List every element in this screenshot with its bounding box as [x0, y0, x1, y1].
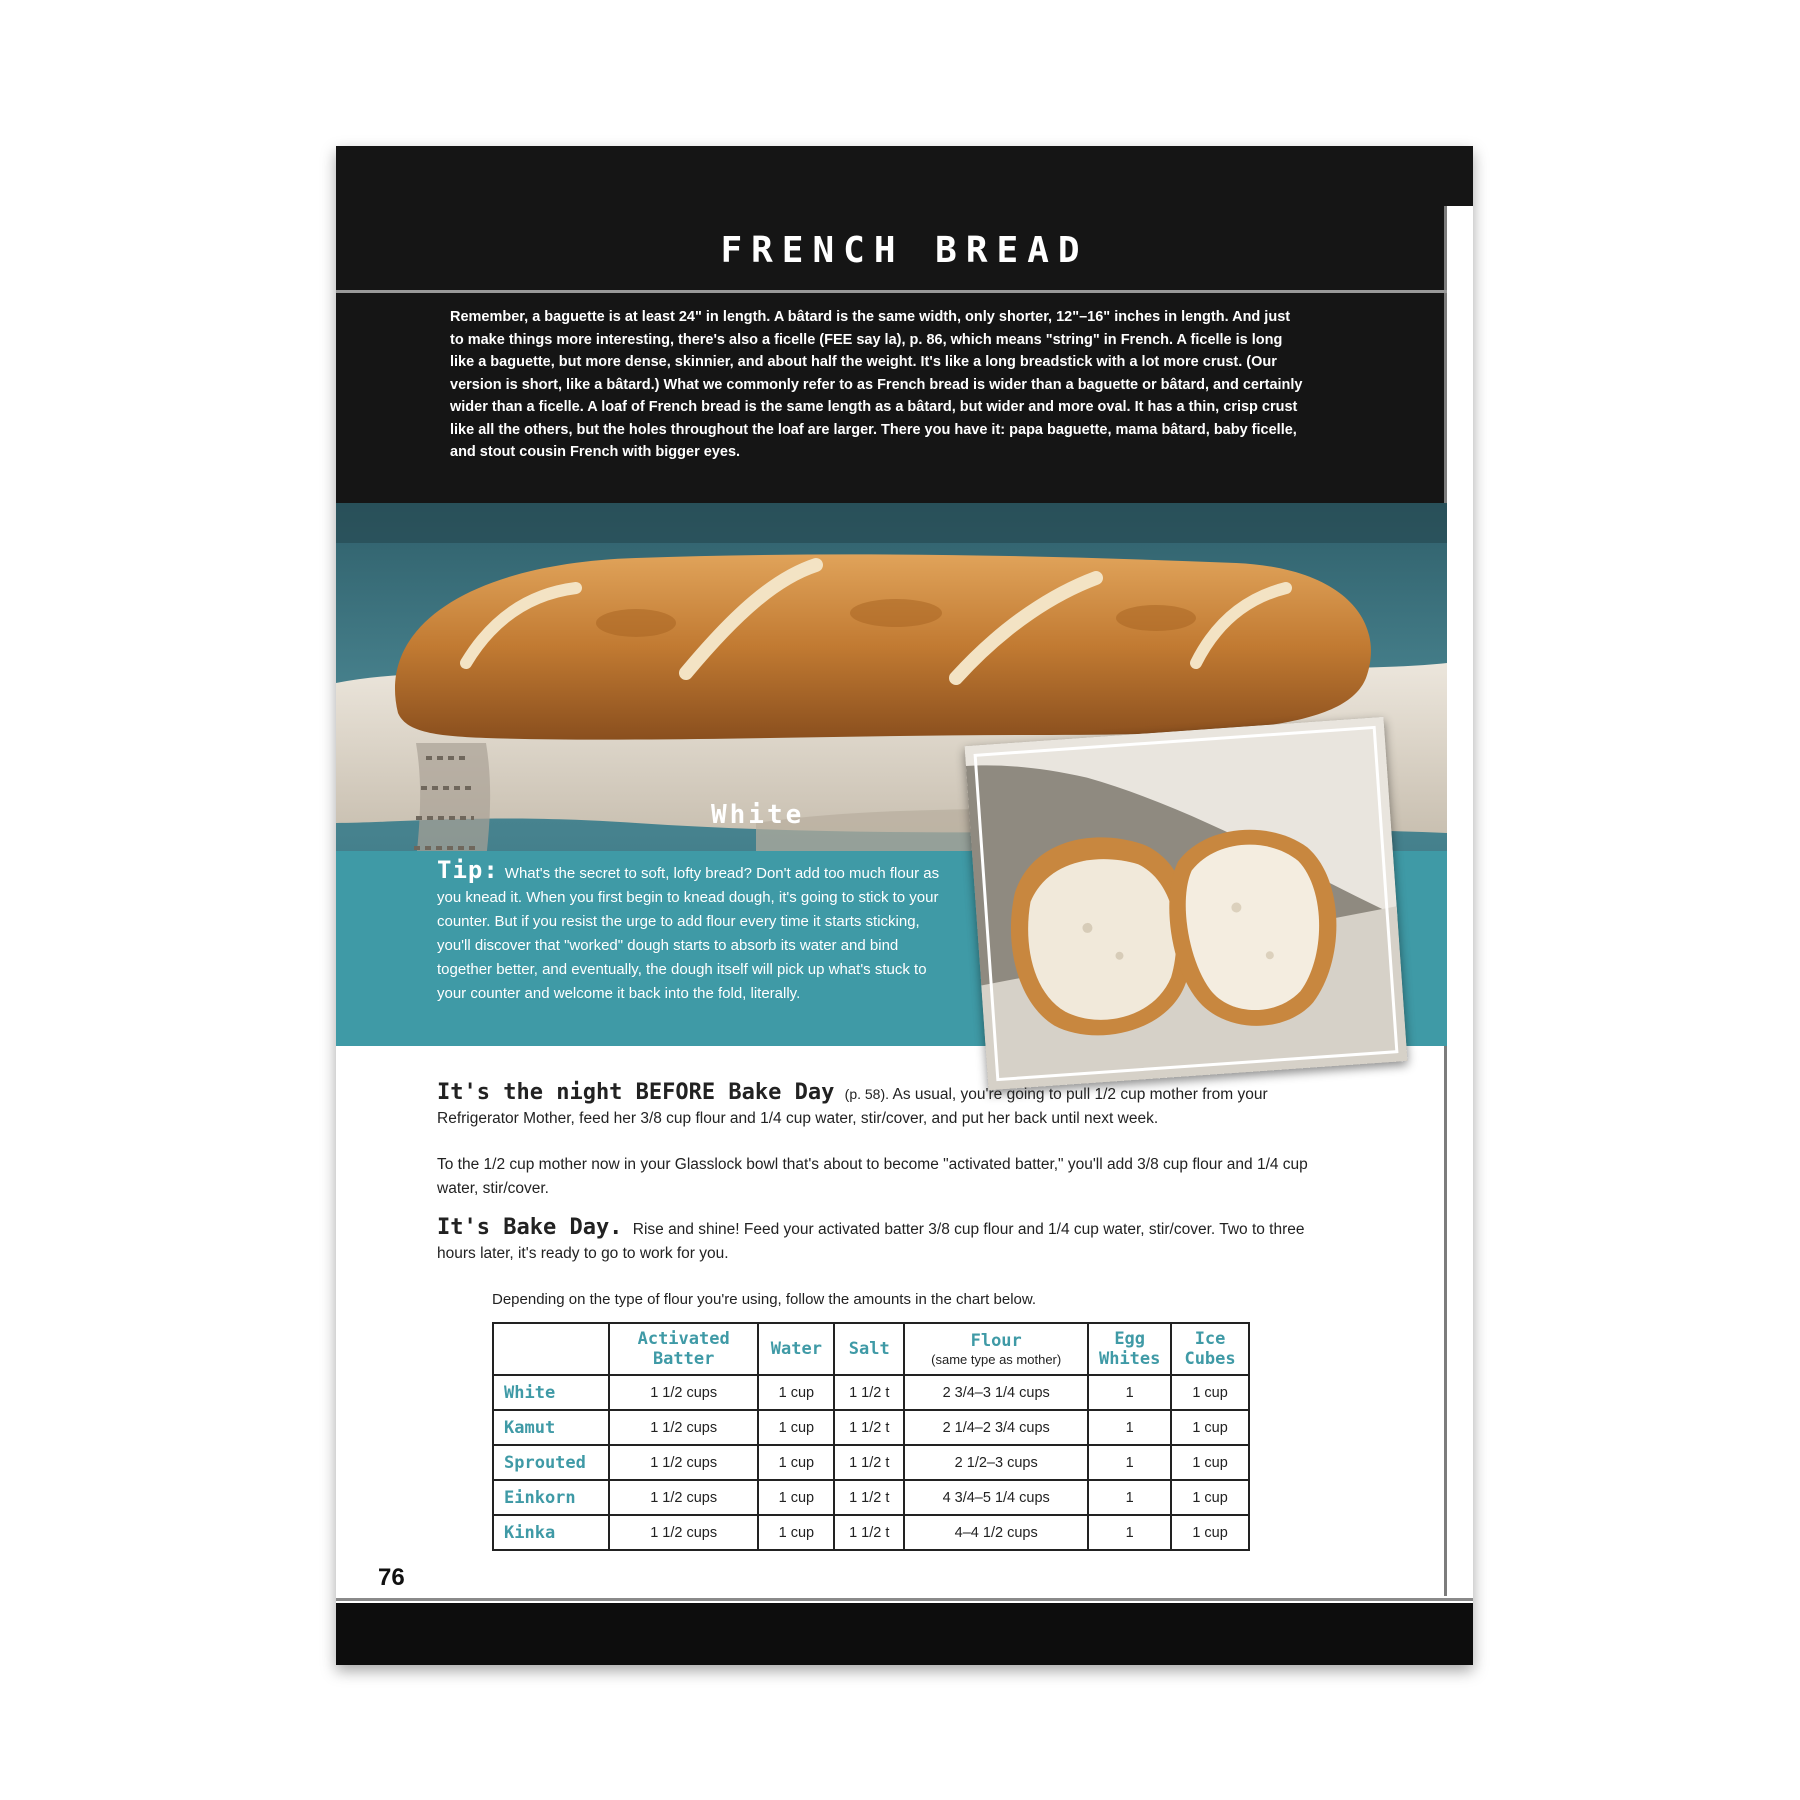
chart-caption: Depending on the type of flour you're using, follow the amounts in the chart below.: [492, 1291, 1037, 1308]
table-cell: 1 cup: [758, 1375, 834, 1410]
table-cell: 1 1/2 t: [834, 1410, 904, 1445]
footer-band: [336, 1603, 1473, 1665]
photo-label: White: [711, 800, 805, 830]
bake-day-text: Rise and shine! Feed your activated batter 3/8 cup flour and 1/4 cup water, stir/cover. Two to three hours later, it's ready to go to work for you.: [437, 1221, 1305, 1262]
table-row-label: Kinka: [493, 1515, 609, 1550]
table-cell: 1: [1088, 1410, 1171, 1445]
book-page: [336, 146, 1473, 1665]
table-cell: 1 1/2 t: [834, 1375, 904, 1410]
table-cell: 1 1/2 t: [834, 1515, 904, 1550]
table-cell: 1 cup: [758, 1410, 834, 1445]
table-row: [493, 1445, 1249, 1480]
page-number: 76: [378, 1564, 405, 1591]
table-cell: 4–4 1/2 cups: [904, 1515, 1088, 1550]
table-cell: 2 3/4–3 1/4 cups: [904, 1375, 1088, 1410]
table-cell: 1 cup: [758, 1480, 834, 1515]
night-before-text: As usual, you're going to pull 1/2 cup mother from your Refrigerator Mother, feed her 3/8 cup flour and 1/4 cup water, stir/cover, and put her back until next week.: [437, 1086, 1268, 1127]
table-cell: 1 1/2 cups: [609, 1515, 759, 1550]
table-header-cell: Flour (same type as mother): [904, 1323, 1088, 1375]
table-cell: 4 3/4–5 1/4 cups: [904, 1480, 1088, 1515]
table-cell: 1 cup: [758, 1445, 834, 1480]
table-cell: 1 cup: [1171, 1410, 1249, 1445]
table-cell: 1 1/2 cups: [609, 1480, 759, 1515]
table-cell: 1 cup: [1171, 1480, 1249, 1515]
table-row: [493, 1375, 1249, 1410]
bake-day-paragraph: [437, 1216, 1337, 1266]
table-header-subtext: (same type as mother): [931, 1351, 1062, 1367]
table-header-cell: [493, 1323, 609, 1375]
table-cell: 2 1/4–2 3/4 cups: [904, 1410, 1088, 1445]
footer-divider: [336, 1598, 1473, 1601]
activated-batter-paragraph: To the 1/2 cup mother now in your Glasslock bowl that's about to become "activated batter," you'll add 3/8 cup flour and 1/4 cup water, stir/cover.: [437, 1156, 1308, 1197]
page-title: FRENCH BREAD: [720, 230, 1089, 271]
page-edge: [1444, 206, 1473, 1596]
table-row-label: White: [493, 1375, 609, 1410]
flour-amounts-table: [492, 1322, 1250, 1551]
table-cell: 2 1/2–3 cups: [904, 1445, 1088, 1480]
intro-paragraph: Remember, a baguette is at least 24" in length. A bâtard is the same width, only shorter, 12"–16" inches in length. And just to make things more interesting, there's also a ficelle (FEE say la), p. 86, which means "string" in French. A ficelle is long like a baguette, but more dense, skinnier, and about half the weight. It's like a long breadstick with a lot more crust. (Our version is short, like a bâtard.) What we commonly refer to as French bread is wider than a baguette or bâtard, and certainly wider than a ficelle. A loaf of French bread is the same length as a bâtard, but wider and more oval. It has a thin, crisp crust like all the others, but the holes throughout the loaf are larger. There you have it: papa baguette, mama bâtard, baby ficelle, and stout cousin French with bigger eyes.: [450, 309, 1303, 460]
night-before-paragraph: [437, 1081, 1337, 1131]
table-header-cell: Egg Whites: [1088, 1323, 1171, 1375]
table-cell: 1 1/2 t: [834, 1445, 904, 1480]
tip-text: What's the secret to soft, lofty bread? Don't add too much flour as you knead it. When you first begin to knead dough, it's going to stick to your counter. But if you resist the urge to add flour every time it starts sticking, you'll discover that "worked" dough starts to absorb its water and bind together better, and eventually, the dough itself will pick up what's stuck to your counter and welcome it back into the fold, literally.: [437, 865, 940, 1002]
table-header-row: [493, 1323, 1249, 1375]
table-cell: 1 cup: [758, 1515, 834, 1550]
table-header-cell: Activated Batter: [609, 1323, 759, 1375]
table-cell: 1: [1088, 1445, 1171, 1480]
tip-box: [437, 858, 947, 1006]
table-cell: 1: [1088, 1515, 1171, 1550]
table-cell: 1 cup: [1171, 1445, 1249, 1480]
table-header-cell: Ice Cubes: [1171, 1323, 1249, 1375]
table-cell: 1: [1088, 1480, 1171, 1515]
table-row: [493, 1480, 1249, 1515]
table-cell: 1 cup: [1171, 1515, 1249, 1550]
table-cell: 1: [1088, 1375, 1171, 1410]
table-cell: 1 1/2 cups: [609, 1410, 759, 1445]
table-header-cell: Salt: [834, 1323, 904, 1375]
night-before-ref: (p. 58).: [844, 1086, 890, 1102]
table-row: [493, 1515, 1249, 1550]
tip-heading: Tip:: [437, 856, 499, 884]
table-row-label: Einkorn: [493, 1480, 609, 1515]
table-row-label: Kamut: [493, 1410, 609, 1445]
table-row-label: Sprouted: [493, 1445, 609, 1480]
table-cell: 1 1/2 cups: [609, 1375, 759, 1410]
bake-day-heading: It's Bake Day.: [437, 1215, 623, 1240]
table-cell: 1 1/2 cups: [609, 1445, 759, 1480]
table-row: [493, 1410, 1249, 1445]
title-divider: [336, 290, 1447, 293]
table-cell: 1 1/2 t: [834, 1480, 904, 1515]
bread-crumb-inset-photo: [964, 717, 1407, 1090]
night-before-heading: It's the night BEFORE Bake Day: [437, 1080, 835, 1105]
table-header-cell: Water: [758, 1323, 834, 1375]
table-cell: 1 cup: [1171, 1375, 1249, 1410]
